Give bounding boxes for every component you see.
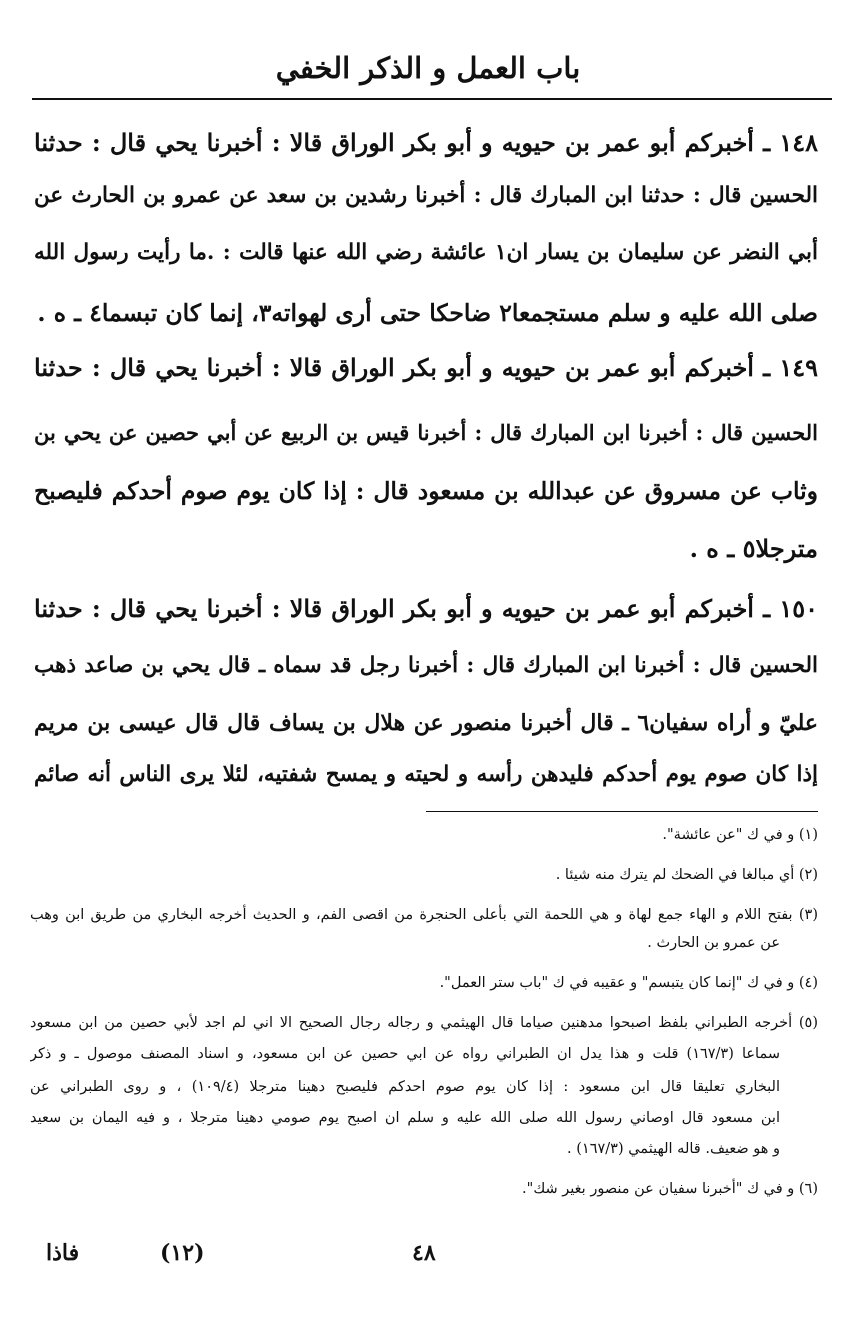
body-line: إذا كان صوم يوم أحدكم فليدهن رأسه و لحيته و يمسح شفتيه، لئلا يرى الناس أنه صائم xyxy=(34,762,818,787)
body-line: عليّ و أراه سفيان٦ ـ قال أخبرنا منصور عن هلال بن يساف قال قال عيسى بن مريم xyxy=(34,710,818,736)
footnote: عن عمرو بن الحارث . xyxy=(647,935,780,951)
footnote: (٤) و في ك "إنما كان يتبسم" و عقيبه في ك "باب ستر العمل". xyxy=(439,975,818,991)
footnote: (٥) أخرجه الطبراني بلفظ اصبحوا مدهنين صياما قال الهيثمي و رجاله رجال الصحيح الا اني لم اجد لأبي حصين من ابن مسعود xyxy=(30,1015,818,1031)
footnote: سماعا (١٦٧/٣) قلت و هذا يدل ان الطبراني رواه عن ابي حصين عن ابن مسعود، و اسناد المصنف موصول ـ و ذكر xyxy=(30,1046,780,1062)
body-line: صلى الله عليه و سلم مستجمعا٢ ضاحكا حتى أرى لهواته٣، إنما كان تبسما٤ ـ ه . xyxy=(37,299,818,327)
body-line: وثاب عن مسروق عن عبدالله بن مسعود قال : إذا كان يوم صوم أحدكم فليصبح xyxy=(34,477,818,505)
header-divider xyxy=(32,98,832,100)
body-line: ١٤٨ ـ أخبركم أبو عمر بن حيويه و أبو بكر الوراق قالا : أخبرنا يحي قال : حدثنا xyxy=(34,128,818,157)
footnote: (٣) بفتح اللام و الهاء جمع لهاة و هي اللحمة التي بأعلى الحنجرة من اقصى الفم، و الحديث أخرجه البخاري من طريق ابن وهب xyxy=(30,907,818,923)
body-line: أبي النضر عن سليمان بن يسار ان١ عائشة رضي الله عنها قالت : .ما رأيت رسول الله xyxy=(34,240,818,265)
footnote: (٦) و في ك "أخبرنا سفيان عن منصور بغير شك". xyxy=(522,1181,818,1197)
page-title: باب العمل و الذكر الخفي xyxy=(275,51,581,85)
body-line: الحسين قال : أخبرنا ابن المبارك قال : أخبرنا رجل قد سماه ـ قال يحي بن صاعد ذهب xyxy=(34,653,818,678)
body-line: الحسين قال : حدثنا ابن المبارك قال : أخبرنا رشدين بن سعد عن عمرو بن الحارث عن xyxy=(34,183,818,208)
footnote: و هو ضعيف. قاله الهيثمي (١٦٧/٣) . xyxy=(567,1141,780,1157)
footnote: ابن مسعود قال اوصاني رسول الله صلى الله عليه و سلم ان اصبح يوم صومي دهينا مترجلا ، و فيه اليمان بن سعيد xyxy=(30,1110,780,1126)
catchword: فاذا xyxy=(46,1240,80,1266)
footnote: (٢) أي مبالغا في الضحك لم يترك منه شيئا . xyxy=(555,867,818,883)
body-line: ١٤٩ ـ أخبركم أبو عمر بن حيويه و أبو بكر الوراق قالا : أخبرنا يحي قال : حدثنا xyxy=(34,353,818,382)
body-line: مترجلا٥ ـ ه . xyxy=(689,534,818,563)
page-number: ٤٨ xyxy=(412,1240,436,1266)
footnote: البخاري تعليقا قال ابن مسعود : إذا كان يوم صوم احدكم فليصبح دهينا مترجلا (١٠٩/٤) ، و روى الطبراني عن xyxy=(30,1079,780,1095)
sheet-number: (١٢) xyxy=(160,1240,205,1266)
footnote: (١) و في ك "عن عائشة". xyxy=(662,827,818,843)
body-line: ١٥٠ ـ أخبركم أبو عمر بن حيويه و أبو بكر الوراق قالا : أخبرنا يحي قال : حدثنا xyxy=(34,594,818,623)
body-line: الحسين قال : أخبرنا ابن المبارك قال : أخبرنا قيس بن الربيع عن أبي حصين عن يحي بن xyxy=(34,420,818,445)
footnote-divider xyxy=(426,811,818,812)
